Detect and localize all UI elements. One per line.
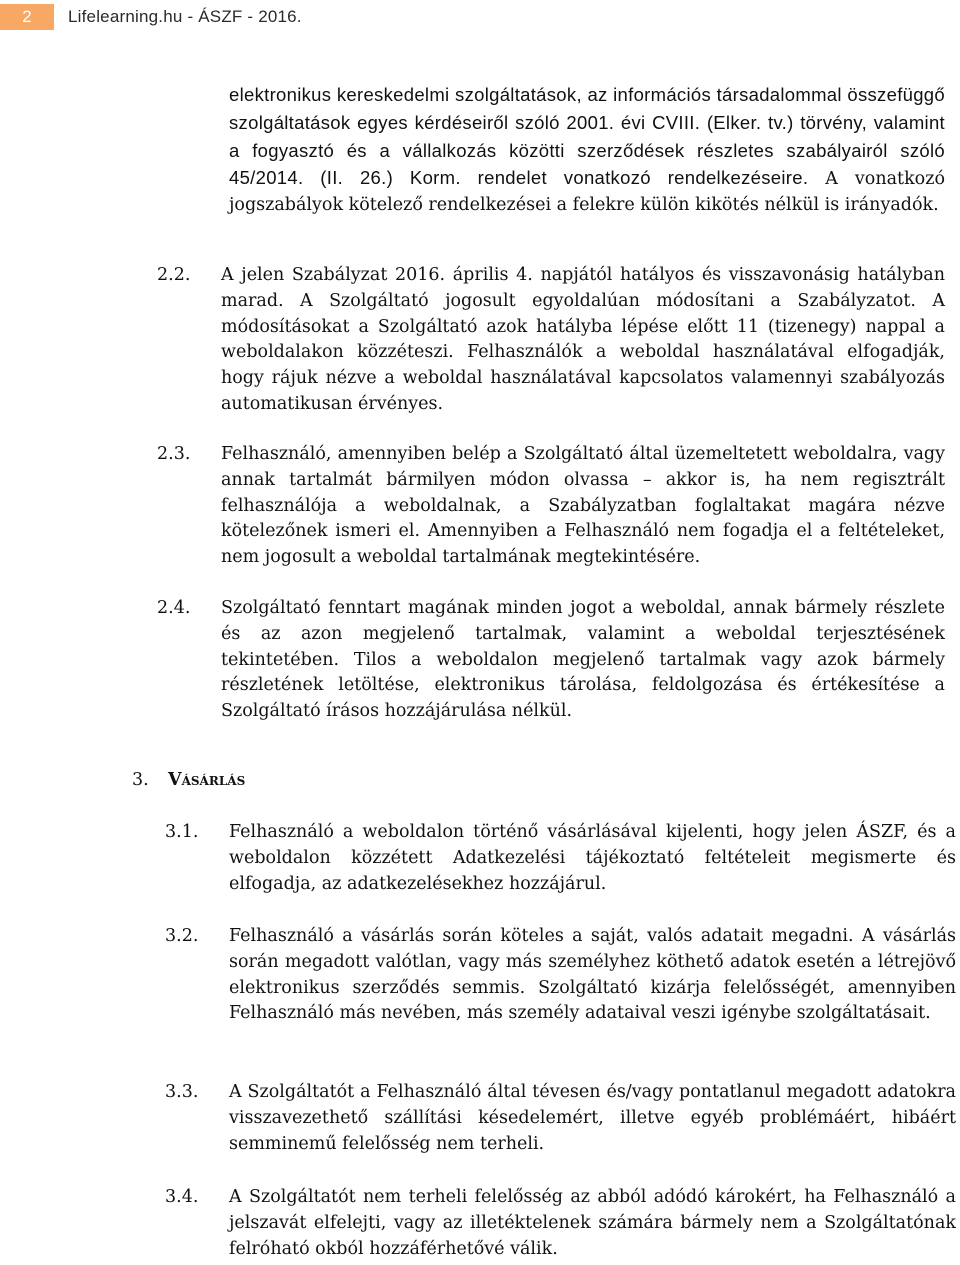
item-text: A Szolgáltatót a Felhasználó által tévesen és/vagy pontatlanul megadott adatokra visszavezethető szállítási késedelemért, illetve egyéb problémáért, hibáért semminemű felelősség nem terheli. [229, 1082, 956, 1154]
section-number: 3. [132, 770, 149, 790]
section-title: Vásárlás [168, 770, 246, 790]
item-number: 2.3. [157, 444, 191, 464]
page-header [0, 4, 302, 30]
item-text: Felhasználó a vásárlás során köteles a saját, valós adatait megadni. A vásárlás során megadott valótlan, vagy más személyhez köthető adatok esetén a létrejövő elektronikus szerződés semmis. Szolgáltató kizárja felelősségét, amennyiben Felhasználó más nevében, más személy adataival veszi igénybe szolgáltatásait. [229, 926, 956, 1024]
item-number: 3.3. [165, 1082, 199, 1102]
item-number: 3.2. [165, 926, 199, 946]
item-text: Felhasználó, amennyiben belép a Szolgáltató által üzemeltetett weboldalra, vagy annak tartalmát bármilyen módon olvassa – akkor is, ha nem regisztrált felhasználója a weboldalnak, a Szabályzatban foglaltakat magára nézve kötelezőnek ismeri el. Amennyiben a Felhasználó nem fogadja el a feltételeket, nem jogosult a weboldal tartalmának megtekintésére. [221, 444, 945, 568]
item-number: 2.2. [157, 265, 191, 285]
item-number: 3.1. [165, 822, 199, 842]
page-number: 2 [0, 4, 54, 30]
running-title: Lifelearning.hu - ÁSZF - 2016. [68, 7, 302, 26]
intro-text-part1: elektronikus kereskedelmi szolgáltatások, az információs társadalommal összefüggő szolgáltatások egyes kérdéseiről szóló 2001. évi CVIII. (Elker. tv.) törvény, valamint a fogyasztó és a vállalkozás közötti szerződések részletes szabályairól szóló 45/2014. (II. 26.) Korm. rendelet vonatkozó rendelkezéseire. [229, 84, 945, 189]
item-text: Szolgáltató fenntart magának minden jogot a weboldal, annak bármely részlete és az azon megjelenő tartalmak, valamint a weboldal terjesztésének tekintetében. Tilos a weboldalon megjelenő tartalmak vagy azok bármely részletének letöltése, elektronikus tárolása, feldolgozása és értékesítése a Szolgáltató írásos hozzájárulása nélkül. [221, 598, 945, 722]
item-text: Felhasználó a weboldalon történő vásárlásával kijelenti, hogy jelen ÁSZF, és a weboldalon közzétett Adatkezelési tájékoztató feltételeit megismerte és elfogadja, az adatkezelésekhez hozzájárul. [229, 822, 956, 894]
item-text: A Szolgáltatót nem terheli felelősség az abból adódó károkért, ha Felhasználó a jelszavát elfelejti, vagy az illetéktelenek számára bármely nem a Szolgáltatónak felróható okból hozzáférhetővé válik. [229, 1187, 956, 1259]
item-text: A jelen Szabályzat 2016. április 4. napjától hatályos és visszavonásig hatályban marad. A Szolgáltató jogosult egyoldalúan módosítani a Szabályzatot. A módosításokat a Szolgáltató azok hatályba lépése előtt 11 (tizenegy) nappal a weboldalakon közzéteszi. Felhasználók a weboldal használatával elfogadják, hogy rájuk nézve a weboldal használatával kapcsolatos valamennyi szabályozás automatikusan érvényes. [221, 265, 945, 414]
item-number: 3.4. [165, 1187, 199, 1207]
intro-paragraph [229, 82, 945, 219]
intro-text-part2: A vonatkozó jogszabályok kötelező rendelkezései a felekre külön kikötés nélkül is irányadók. [229, 169, 945, 216]
item-number: 2.4. [157, 598, 191, 618]
